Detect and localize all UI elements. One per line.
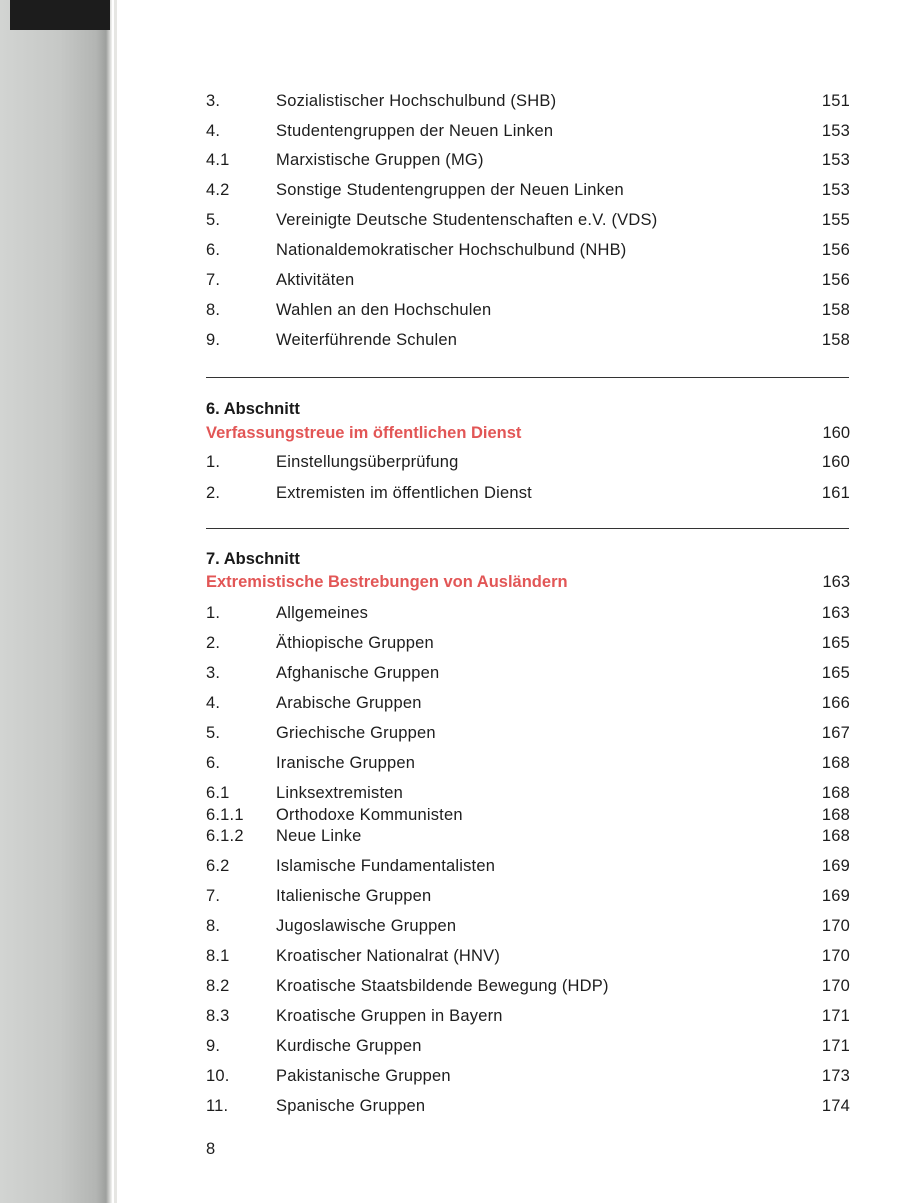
toc-row <box>0 211 900 237</box>
toc-title: Aktivitäten <box>276 271 355 289</box>
toc-row <box>0 92 900 118</box>
section-divider <box>206 377 849 378</box>
toc-page: 166 <box>821 694 850 712</box>
toc-title: Weiterführende Schulen <box>276 331 458 349</box>
toc-number: 3. <box>206 664 221 682</box>
toc-number: 6.1 <box>206 784 230 802</box>
toc-page: 163 <box>822 573 850 591</box>
page-number: 8 <box>206 1140 216 1158</box>
toc-title: Kroatische Gruppen in Bayern <box>276 1007 503 1025</box>
toc-number: 6. <box>206 241 221 259</box>
toc-number: 8.3 <box>206 1007 230 1025</box>
toc-title: Neue Linke <box>276 827 362 845</box>
toc-page: 167 <box>821 724 850 742</box>
toc-row <box>0 604 900 630</box>
toc-number: 2. <box>206 634 221 652</box>
toc-title: Vereinigte Deutsche Studentenschaften e.V. (VDS) <box>276 211 658 229</box>
toc-page: 168 <box>821 754 850 772</box>
toc-number: 6.1.1 <box>206 806 244 824</box>
toc-title: Arabische Gruppen <box>276 694 422 712</box>
toc-page: 174 <box>821 1097 850 1115</box>
toc-row <box>0 977 900 1003</box>
toc-row <box>0 1037 900 1063</box>
toc-row <box>0 122 900 148</box>
toc-title: Studentengruppen der Neuen Linken <box>276 122 554 140</box>
toc-number: 2. <box>206 484 221 502</box>
toc-number: 7. <box>206 887 221 905</box>
toc-title: Wahlen an den Hochschulen <box>276 301 492 319</box>
toc-row <box>0 947 900 973</box>
toc-number: 8. <box>206 917 221 935</box>
toc-title: Sonstige Studentengruppen der Neuen Linken <box>276 181 624 199</box>
toc-title: Kurdische Gruppen <box>276 1037 422 1055</box>
section-title: Verfassungstreue im öffentlichen Dienst <box>206 424 522 442</box>
section-heading: 7. Abschnitt <box>206 550 300 568</box>
toc-row <box>0 634 900 660</box>
toc-row <box>0 724 900 750</box>
toc-title: Extremisten im öffentlichen Dienst <box>276 484 532 502</box>
toc-page: 170 <box>821 947 850 965</box>
toc-title: Kroatischer Nationalrat (HNV) <box>276 947 501 965</box>
toc-row <box>0 664 900 690</box>
toc-number: 6. <box>206 754 221 772</box>
toc-title: Islamische Fundamentalisten <box>276 857 496 875</box>
toc-row <box>0 754 900 780</box>
toc-row <box>0 917 900 943</box>
toc-title: Griechische Gruppen <box>276 724 436 742</box>
toc-page: 170 <box>821 977 850 995</box>
toc-page: 156 <box>821 241 850 259</box>
toc-number: 8. <box>206 301 221 319</box>
toc-row <box>0 857 900 883</box>
toc-number: 4.1 <box>206 151 230 169</box>
toc-page: 170 <box>821 917 850 935</box>
toc-page: 153 <box>821 151 850 169</box>
toc-row <box>0 181 900 207</box>
toc-row <box>0 151 900 177</box>
toc-row <box>0 827 900 853</box>
toc-row <box>0 1007 900 1033</box>
toc-page: 161 <box>821 484 850 502</box>
toc-page: 160 <box>822 424 850 442</box>
toc-title: Allgemeines <box>276 604 369 622</box>
toc-page: 165 <box>821 664 850 682</box>
toc-number: 8.1 <box>206 947 230 965</box>
toc-page: 151 <box>821 92 850 110</box>
toc-title: Kroatische Staatsbildende Bewegung (HDP) <box>276 977 609 995</box>
toc-page: 153 <box>821 181 850 199</box>
toc-title: Sozialistischer Hochschulbund (SHB) <box>276 92 557 110</box>
toc-number: 3. <box>206 92 221 110</box>
toc-row <box>0 887 900 913</box>
toc-title: Marxistische Gruppen (MG) <box>276 151 484 169</box>
toc-row <box>0 331 900 357</box>
toc-number: 1. <box>206 453 221 471</box>
toc-number: 6.1.2 <box>206 827 244 845</box>
toc-page: 171 <box>821 1007 850 1025</box>
toc-number: 6.2 <box>206 857 230 875</box>
toc-row <box>0 453 900 479</box>
section-title-row <box>0 424 900 450</box>
toc-title: Pakistanische Gruppen <box>276 1067 451 1085</box>
toc-number: 4. <box>206 694 221 712</box>
toc-page: 158 <box>821 301 850 319</box>
toc-page: 156 <box>821 271 850 289</box>
toc-number: 7. <box>206 271 221 289</box>
toc-number: 4. <box>206 122 221 140</box>
toc-page: 165 <box>821 634 850 652</box>
toc-row <box>0 241 900 267</box>
section-title: Extremistische Bestrebungen von Ausländern <box>206 573 568 591</box>
toc-row <box>0 271 900 297</box>
toc-page: 160 <box>821 453 850 471</box>
toc-page: 168 <box>821 827 850 845</box>
toc-title: Italienische Gruppen <box>276 887 432 905</box>
toc-title: Iranische Gruppen <box>276 754 416 772</box>
toc-title: Einstellungsüberprüfung <box>276 453 459 471</box>
toc-number: 11. <box>206 1097 229 1115</box>
toc-row <box>0 694 900 720</box>
section-divider <box>206 528 849 529</box>
toc-number: 9. <box>206 331 221 349</box>
toc-row <box>0 1097 900 1123</box>
toc-title: Äthiopische Gruppen <box>276 634 434 652</box>
toc-row <box>0 1067 900 1093</box>
toc-number: 5. <box>206 724 221 742</box>
toc-number: 1. <box>206 604 221 622</box>
toc-page: 158 <box>821 331 850 349</box>
toc-title: Linksextremisten <box>276 784 403 802</box>
toc-page: 173 <box>821 1067 850 1085</box>
toc-title: Spanische Gruppen <box>276 1097 426 1115</box>
toc-title: Nationaldemokratischer Hochschulbund (NHB) <box>276 241 627 259</box>
section-heading: 6. Abschnitt <box>206 400 300 418</box>
toc-page: 169 <box>821 857 850 875</box>
toc-title: Afghanische Gruppen <box>276 664 440 682</box>
toc-title: Orthodoxe Kommunisten <box>276 806 463 824</box>
toc-page: 168 <box>821 784 850 802</box>
toc-page: 153 <box>821 122 850 140</box>
toc-title: Jugoslawische Gruppen <box>276 917 457 935</box>
toc-number: 5. <box>206 211 221 229</box>
toc-page: 171 <box>821 1037 850 1055</box>
toc-row <box>0 484 900 510</box>
toc-page: 168 <box>821 806 850 824</box>
toc-number: 4.2 <box>206 181 230 199</box>
section-title-row <box>0 573 900 599</box>
scan-edge-shadow <box>10 0 110 30</box>
toc-number: 8.2 <box>206 977 230 995</box>
toc-row <box>0 301 900 327</box>
toc-number: 9. <box>206 1037 221 1055</box>
toc-page: 169 <box>821 887 850 905</box>
toc-page: 163 <box>821 604 850 622</box>
toc-number: 10. <box>206 1067 230 1085</box>
toc-page: 155 <box>821 211 850 229</box>
